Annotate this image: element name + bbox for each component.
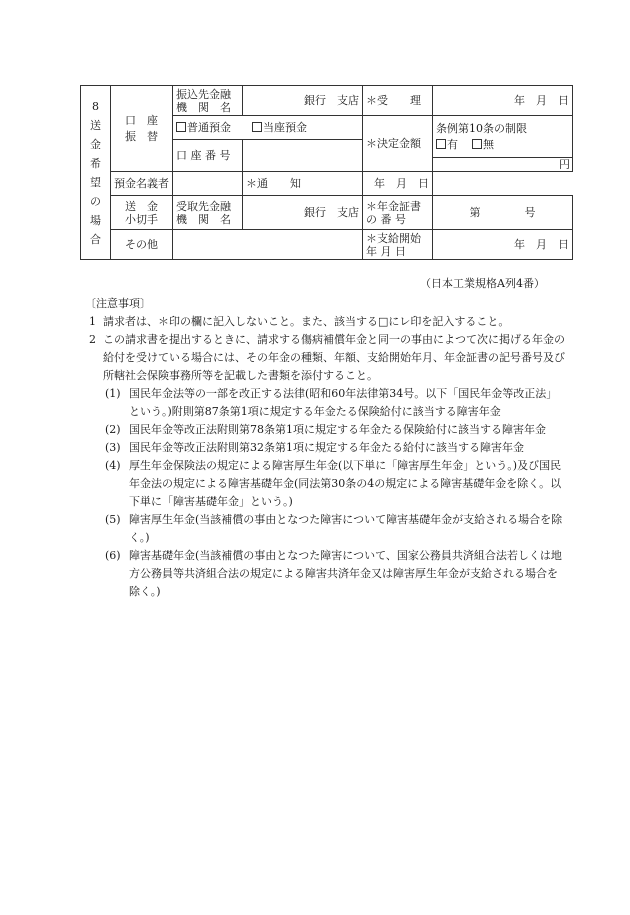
other-field[interactable]	[173, 230, 363, 260]
restriction-no-checkbox[interactable]	[472, 139, 482, 149]
depositor-label: 預金名義者	[111, 172, 173, 196]
account-transfer-label: 口 座 振 替	[111, 86, 173, 172]
section-label-cell	[81, 86, 111, 260]
money-order-label: 送 金 小切手	[111, 196, 173, 230]
ordinary-checkbox[interactable]	[176, 122, 186, 132]
note-subitem: (2) 国民年金等改正法附則第78条第1項に規定する年金たる保険給付に該当する障害年金	[105, 423, 546, 436]
pension-cert-field[interactable]: 第 号	[433, 196, 573, 230]
note-item: 1 請求者は、＊印の欄に記入しないこと。また、該当する□にレ印を記入すること。	[89, 315, 510, 328]
section-number: 8	[92, 99, 99, 113]
restriction-label: 条例第10条の制限	[436, 121, 527, 135]
receiving-bank-branch-field[interactable]: 銀行 支店	[243, 196, 363, 230]
ordinary-label: 普通預金	[187, 121, 231, 134]
notes-section	[85, 295, 565, 601]
other-label: その他	[111, 230, 173, 260]
notice-label: ＊通 知	[243, 172, 363, 196]
decision-amount-label: ＊決定金額	[363, 116, 433, 172]
amount-yen-field[interactable]: 円	[433, 158, 573, 172]
payment-start-label: ＊支給開始 年 月 日	[363, 230, 433, 260]
pension-cert-label: ＊年金証書 の 番 号	[363, 196, 433, 230]
section-title-char: 合	[90, 232, 101, 246]
note-subitem: (6) 障害基礎年金(当該補償の事由となつた障害について、国家公務員共済組合法若しくは地方公務員等共済組合法の規定による障害共済年金又は障害厚生年金が支給される場合を除く。)	[105, 549, 562, 598]
depositor-field[interactable]	[173, 172, 243, 196]
notice-date-field[interactable]: 年 月 日	[363, 172, 433, 196]
section-title-char: 場	[90, 213, 101, 227]
section-title-char: 希	[90, 156, 101, 170]
receipt-label: ＊受 理	[363, 86, 433, 116]
payment-start-date-field[interactable]: 年 月 日	[433, 230, 573, 260]
bank-branch-field[interactable]: 銀行 支店	[243, 86, 363, 116]
current-label: 当座預金	[262, 121, 307, 134]
account-type-cell	[173, 116, 363, 140]
note-subitem: (3) 国民年金等改正法附則第32条第1項に規定する年金たる給付に該当する障害年金	[105, 441, 524, 454]
note-subitem: (5) 障害厚生年金(当該補償の事由となつた障害について障害基礎年金が支給される場合を除く。)	[105, 513, 563, 544]
account-number-field[interactable]	[243, 140, 363, 172]
notes-heading: 〔注意事項〕	[85, 297, 151, 310]
section-title-char: の	[90, 194, 101, 208]
receipt-date-field[interactable]: 年 月 日	[433, 86, 573, 116]
note-item: 2 この請求書を提出するときに、請求する傷病補償年金と同一の事由によつて次に掲げる年金の給付を受けている場合には、その年金の種類、年額、支給開始年月、年金証書の記号番号及び所轄社会保険事務所等を記載した書類を添付すること。	[89, 333, 565, 382]
restriction-cell: 条例第10条の制限 有 無	[433, 116, 573, 158]
jis-size-note: （日本工業規格A列4番）	[420, 277, 545, 290]
section-title-char: 金	[90, 137, 101, 151]
note-subitem: (1) 国民年金法等の一部を改正する法律(昭和60年法律第34号。以下「国民年金等改正法」という。)附則第87条第1項に規定する年金たる保険給付に該当する障害年金	[105, 387, 558, 418]
receiving-bank-label: 受取先金融 機 関 名	[173, 196, 243, 230]
section-title-char: 送	[90, 118, 101, 132]
remittance-preference-table	[80, 85, 573, 260]
restriction-yes-checkbox[interactable]	[436, 139, 446, 149]
account-number-label: 口 座 番 号	[173, 140, 243, 172]
bank-name-label: 振込先金融 機 関 名	[173, 86, 243, 116]
section-title-char: 望	[90, 175, 101, 189]
current-checkbox[interactable]	[252, 122, 262, 132]
note-subitem: (4) 厚生年金保険法の規定による障害厚生年金(以下単に「障害厚生年金」という。)及び国民年金法の規定による障害基礎年金(同法第30条の4の規定による障害基礎年金を除く。以下単に「障害基礎年金」という。)	[105, 459, 562, 508]
